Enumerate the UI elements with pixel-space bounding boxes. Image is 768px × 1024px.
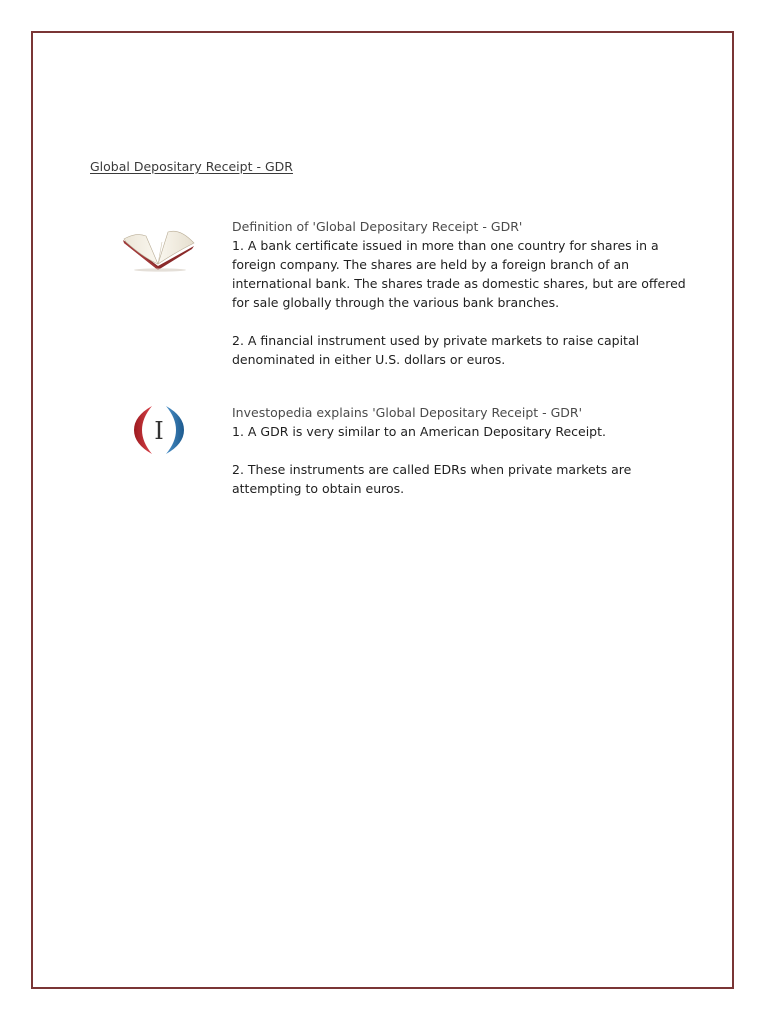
explanation-paragraph-1: 1. A GDR is very similar to an American Depositary Receipt. <box>232 424 606 439</box>
definition-paragraph-2: 2. A financial instrument used by private markets to raise capital denominated in either U.S. dollars or euros. <box>232 333 640 367</box>
explanation-section <box>232 403 692 498</box>
definition-paragraph-1: 1. A bank certificate issued in more than one country for shares in a foreign company. The shares are held by a foreign branch of an international bank. The shares trade as domestic shares, but are offered for sale globally through the various bank branches. <box>232 238 686 310</box>
book-icon <box>118 222 198 272</box>
explanation-paragraph-2: 2. These instruments are called EDRs when private markets are attempting to obtain euros. <box>232 462 632 496</box>
definition-section <box>232 217 692 369</box>
investopedia-logo-letter: I <box>154 417 164 445</box>
document-title: Global Depositary Receipt - GDR <box>90 159 293 174</box>
definition-heading: Definition of 'Global Depositary Receipt - GDR' <box>232 219 523 234</box>
investopedia-logo-icon <box>132 402 186 458</box>
explanation-heading: Investopedia explains 'Global Depositary Receipt - GDR' <box>232 405 583 420</box>
page-border <box>31 31 734 989</box>
